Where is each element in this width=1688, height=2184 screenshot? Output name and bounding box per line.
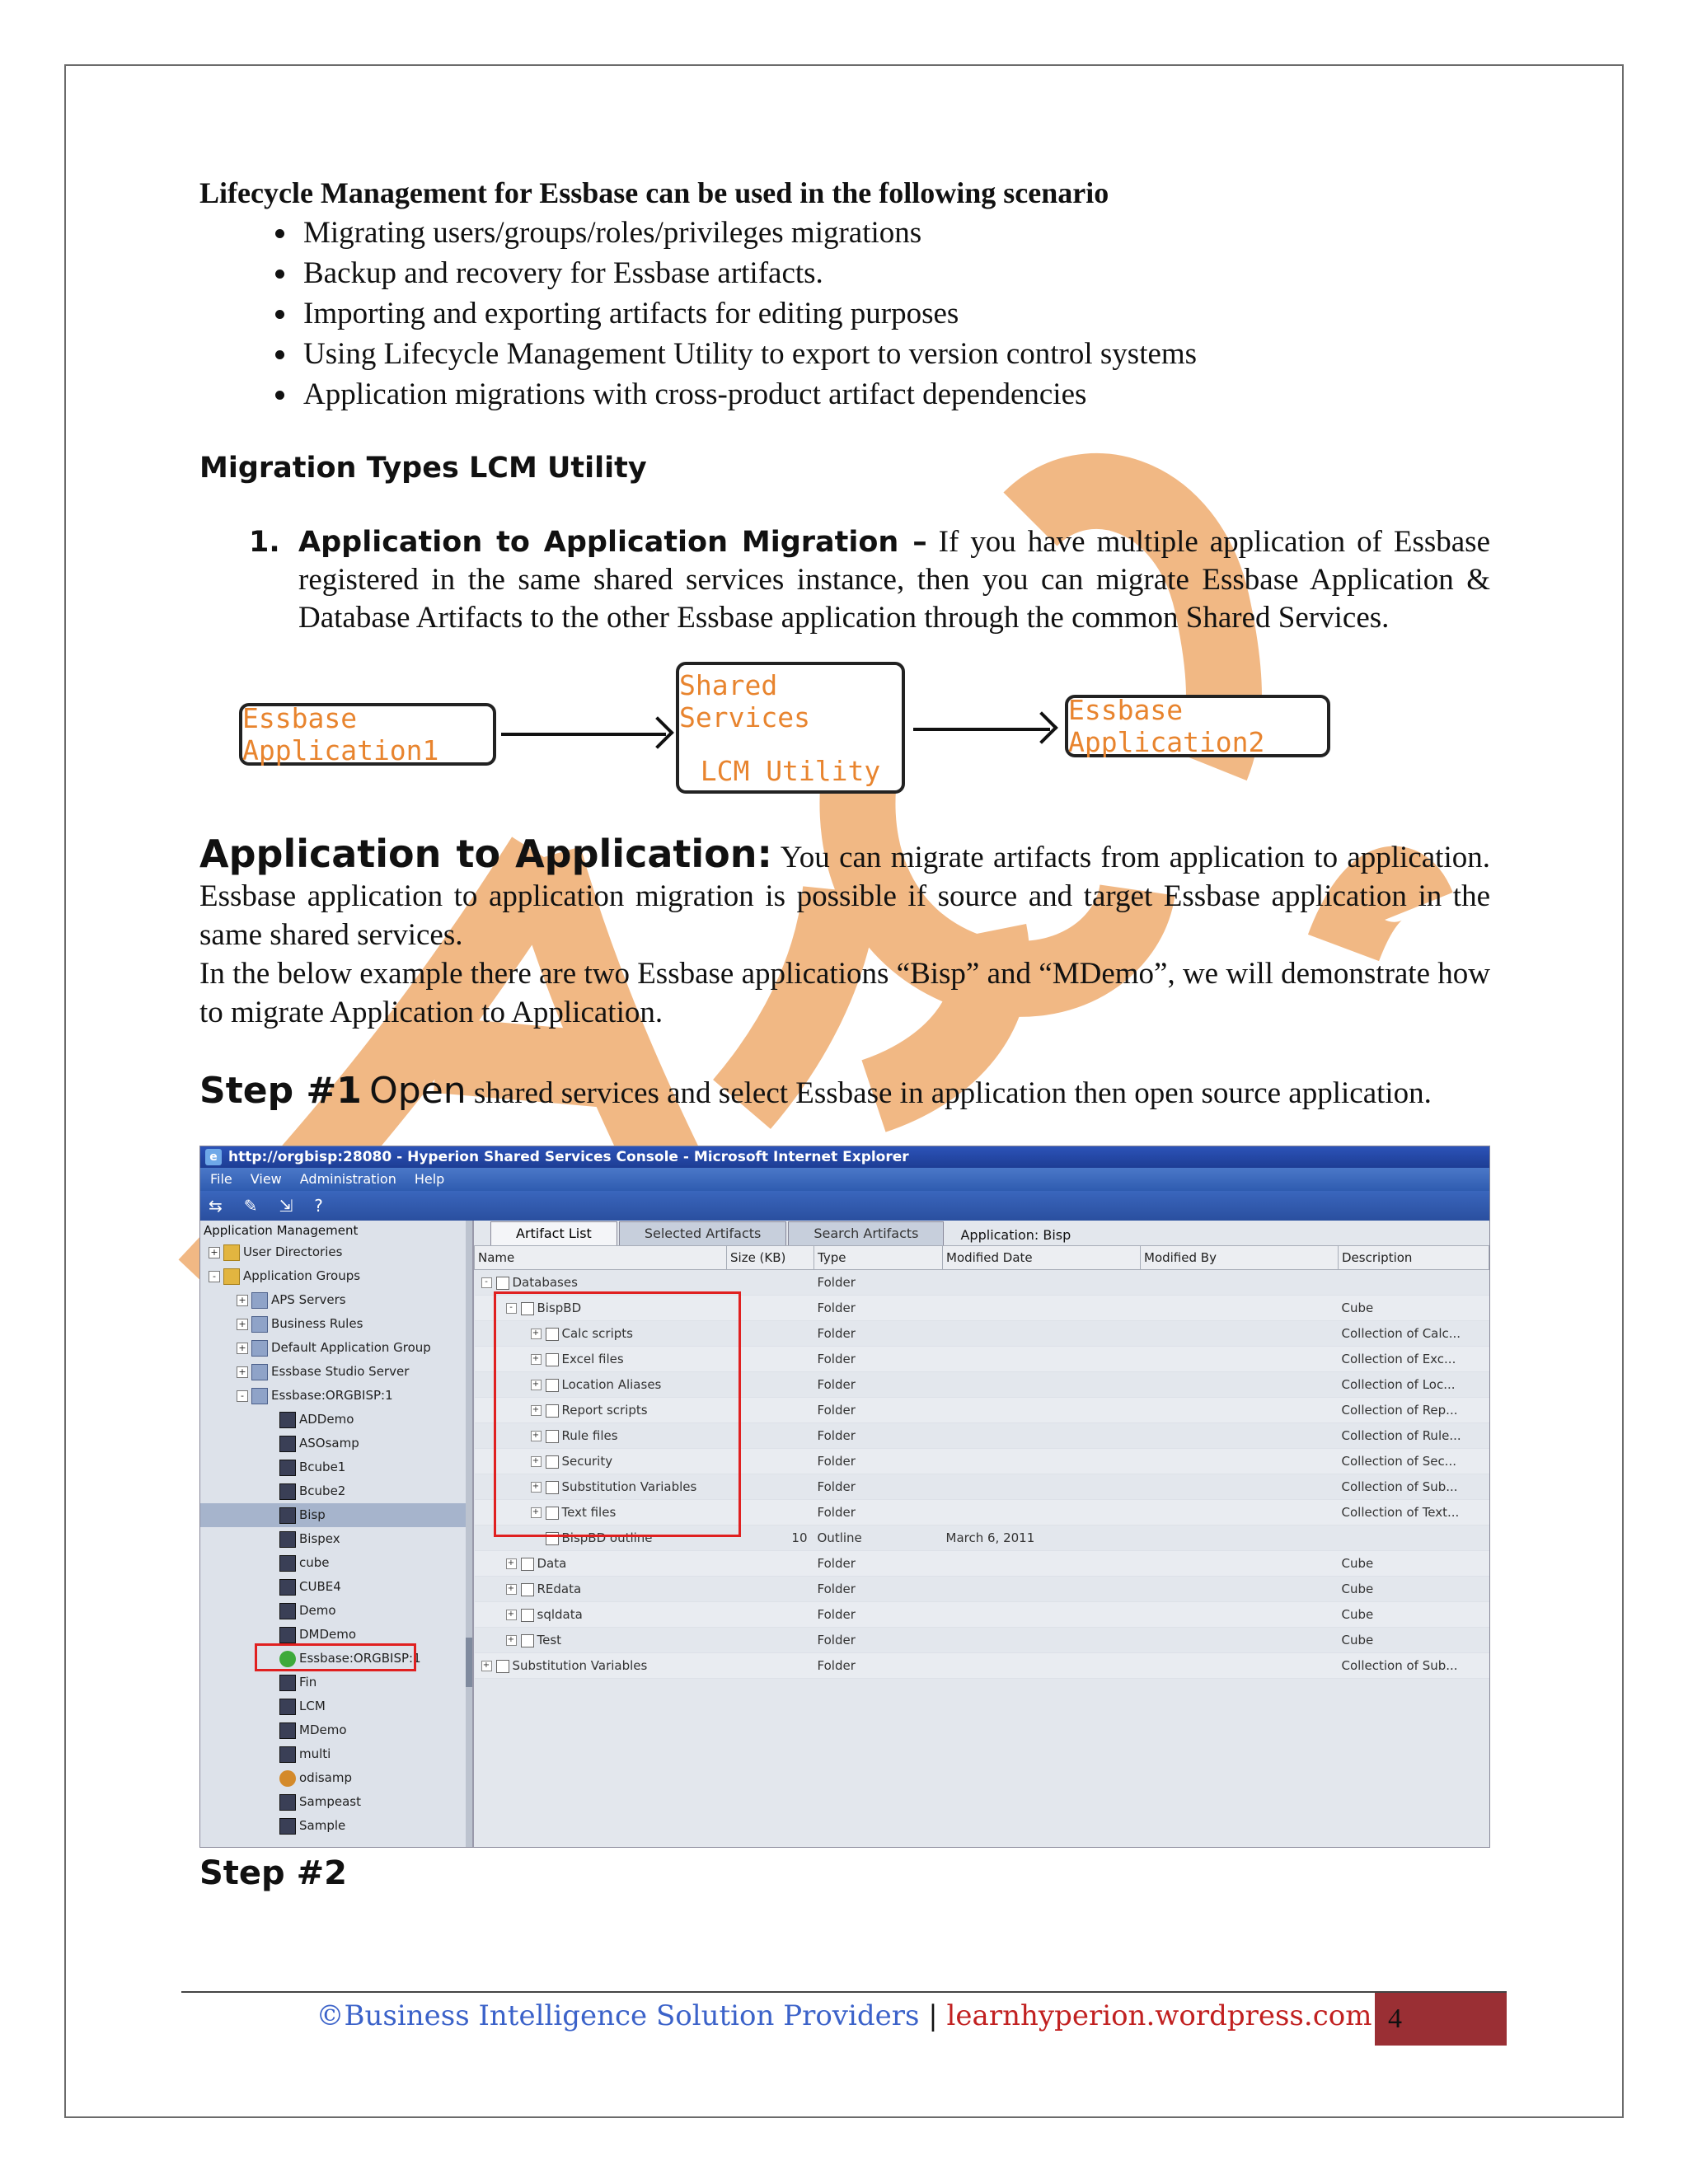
cell-description: Collection of Rep... bbox=[1339, 1398, 1489, 1423]
application-tree-pane bbox=[200, 1221, 474, 1847]
database-icon bbox=[279, 1746, 296, 1763]
database-icon bbox=[279, 1818, 296, 1835]
tree-item-label: Sampeast bbox=[299, 1794, 361, 1809]
cell-modified-by bbox=[1141, 1372, 1339, 1398]
cell-modified-by bbox=[1141, 1347, 1339, 1372]
cell-modified-by bbox=[1141, 1551, 1339, 1577]
cell-type: Folder bbox=[814, 1577, 943, 1602]
highlight-box bbox=[494, 1291, 741, 1537]
cell-type: Folder bbox=[814, 1398, 943, 1423]
artifact-name: Test bbox=[537, 1633, 562, 1647]
database-icon bbox=[279, 1603, 296, 1619]
scenario-list bbox=[199, 213, 1490, 415]
database-icon bbox=[279, 1460, 296, 1476]
tree-item[interactable] bbox=[200, 1360, 472, 1384]
database-icon bbox=[279, 1531, 296, 1548]
row-checkbox[interactable] bbox=[521, 1583, 534, 1596]
tree-item[interactable] bbox=[200, 1718, 472, 1742]
column-description[interactable]: Description bbox=[1339, 1246, 1489, 1270]
artifact-name: Excel files bbox=[561, 1352, 624, 1366]
example-paragraph: In the below example there are two Essbase applications “Bisp” and “MDemo”, we will demonstrate how to migrate Application to Application. bbox=[199, 957, 1490, 1029]
artifact-name: Security bbox=[561, 1454, 613, 1469]
cell-modified-date: March 6, 2011 bbox=[943, 1526, 1141, 1551]
cell-modified-by bbox=[1141, 1602, 1339, 1628]
highlight-box bbox=[255, 1643, 416, 1671]
cell-type: Folder bbox=[814, 1653, 943, 1679]
migration-types-heading: Migration Types LCM Utility bbox=[199, 452, 647, 485]
artifact-tabs bbox=[474, 1221, 1489, 1245]
shared-services-box bbox=[676, 662, 905, 794]
cell-description: Cube bbox=[1339, 1577, 1489, 1602]
menu-bar bbox=[200, 1168, 1489, 1191]
pane-title: Application Management bbox=[204, 1223, 359, 1238]
cell-modified-date bbox=[943, 1653, 1141, 1679]
footer-site-link[interactable]: learnhyperion.wordpress.com bbox=[946, 1999, 1372, 2032]
database-icon bbox=[279, 1627, 296, 1643]
expand-icon[interactable]: + bbox=[531, 1380, 542, 1390]
cell-description: Cube bbox=[1339, 1628, 1489, 1653]
expand-icon[interactable]: + bbox=[506, 1558, 517, 1569]
tree-item[interactable] bbox=[200, 1384, 472, 1408]
tree-item-label: Fin bbox=[299, 1675, 317, 1690]
database-icon bbox=[279, 1579, 296, 1596]
cell-name bbox=[475, 1577, 727, 1602]
item-body: If you have multiple application of Essbase registered in the same shared services instance, then you can migrate Essbase Application & Database Artifacts to the other Essbase application through the common Shared Services. bbox=[298, 525, 1490, 635]
artifact-name: BispBD bbox=[537, 1301, 582, 1315]
artifact-name: Location Aliases bbox=[561, 1377, 662, 1392]
page-number: 4 bbox=[1375, 1993, 1507, 2046]
cell-description: Cube bbox=[1339, 1602, 1489, 1628]
cell-modified-date bbox=[943, 1449, 1141, 1474]
artifact-name: Substitution Variables bbox=[512, 1658, 648, 1673]
cell-description: Collection of Rule... bbox=[1339, 1423, 1489, 1449]
expand-icon[interactable]: + bbox=[531, 1405, 542, 1416]
cell-size: 10 bbox=[727, 1526, 814, 1551]
cell-size bbox=[727, 1577, 814, 1602]
expand-icon[interactable]: + bbox=[531, 1329, 542, 1339]
tree-item-label: Business Rules bbox=[271, 1316, 363, 1331]
cell-modified-date bbox=[943, 1270, 1141, 1296]
column-size[interactable]: Size (KB) bbox=[727, 1246, 814, 1270]
row-checkbox[interactable] bbox=[496, 1660, 509, 1673]
footer-separator: | bbox=[919, 1999, 947, 2032]
tab-search-artifacts[interactable]: Search Artifacts bbox=[788, 1221, 944, 1245]
export-icon[interactable]: ⇲ bbox=[279, 1196, 293, 1216]
app-to-app-paragraph bbox=[199, 832, 1490, 954]
cell-description bbox=[1339, 1526, 1489, 1551]
expand-icon[interactable]: + bbox=[237, 1343, 248, 1354]
tree-item[interactable] bbox=[200, 1240, 472, 1264]
database-icon bbox=[279, 1699, 296, 1715]
database-icon bbox=[279, 1436, 296, 1452]
list-item: • Migrating users/groups/roles/privileges migrations bbox=[298, 213, 1490, 253]
collapse-icon[interactable]: - bbox=[506, 1303, 517, 1314]
footer-org: ©Business Intelligence Solution Providers bbox=[316, 1999, 920, 2032]
lcm-utility-label: LCM Utility bbox=[700, 754, 881, 787]
scrollbar[interactable] bbox=[466, 1221, 472, 1847]
collapse-icon[interactable]: - bbox=[209, 1271, 220, 1282]
arrow-right-icon bbox=[501, 733, 666, 736]
tree-item-label: Essbase:ORGBISP:1 bbox=[271, 1388, 393, 1403]
tree-item[interactable] bbox=[200, 1671, 472, 1694]
source-app-box: Essbase Application1 bbox=[239, 703, 496, 766]
cell-modified-by bbox=[1141, 1270, 1339, 1296]
tree-item-label: Bisp bbox=[299, 1507, 326, 1522]
artifact-name: Rule files bbox=[561, 1428, 618, 1443]
cell-modified-by bbox=[1141, 1526, 1339, 1551]
cell-size bbox=[727, 1602, 814, 1628]
database-icon bbox=[279, 1483, 296, 1500]
pin-icon[interactable]: ✎ bbox=[243, 1196, 258, 1216]
expand-icon[interactable]: + bbox=[506, 1635, 517, 1646]
cell-type: Folder bbox=[814, 1321, 943, 1347]
expand-icon[interactable]: + bbox=[237, 1319, 248, 1330]
cell-modified-date bbox=[943, 1500, 1141, 1526]
cell-description: Collection of Sub... bbox=[1339, 1474, 1489, 1500]
tree-item-label: Essbase:ORGBISP:1 bbox=[299, 1651, 421, 1666]
tree-item-label: DMDemo bbox=[299, 1627, 357, 1642]
artifact-name: REdata bbox=[537, 1582, 582, 1596]
toolbar bbox=[200, 1191, 1489, 1221]
ie-icon: e bbox=[205, 1149, 222, 1165]
tree-item[interactable] bbox=[200, 1503, 472, 1527]
cell-modified-date bbox=[943, 1551, 1141, 1577]
collapse-icon[interactable]: - bbox=[237, 1390, 248, 1402]
cell-modified-by bbox=[1141, 1449, 1339, 1474]
cell-description bbox=[1339, 1270, 1489, 1296]
cell-description: Cube bbox=[1339, 1296, 1489, 1321]
cell-type: Folder bbox=[814, 1270, 943, 1296]
cell-type: Folder bbox=[814, 1372, 943, 1398]
cell-modified-date bbox=[943, 1423, 1141, 1449]
expand-icon[interactable]: + bbox=[237, 1366, 248, 1378]
menu-view[interactable]: View bbox=[250, 1171, 282, 1187]
cell-modified-by bbox=[1141, 1474, 1339, 1500]
artifact-pane bbox=[474, 1221, 1489, 1847]
collapse-icon[interactable]: - bbox=[481, 1277, 492, 1288]
tree-item[interactable] bbox=[200, 1432, 472, 1455]
database-icon bbox=[279, 1722, 296, 1739]
artifact-name: Report scripts bbox=[561, 1403, 648, 1418]
application-label: Application: bbox=[960, 1227, 1039, 1243]
tree-item[interactable] bbox=[200, 1527, 472, 1551]
tree-item[interactable] bbox=[200, 1694, 472, 1718]
tree-item[interactable] bbox=[200, 1408, 472, 1432]
database-icon bbox=[279, 1507, 296, 1524]
application-value: Bisp bbox=[1043, 1227, 1071, 1243]
expand-icon[interactable]: + bbox=[237, 1295, 248, 1306]
tree-item-label: Application Groups bbox=[243, 1268, 361, 1283]
expand-icon[interactable]: + bbox=[531, 1431, 542, 1441]
cell-modified-by bbox=[1141, 1296, 1339, 1321]
tree-item-label: Demo bbox=[299, 1603, 336, 1618]
app-to-app-heading: Application to Application: bbox=[199, 832, 772, 876]
item-lead: Application to Application Migration – bbox=[298, 526, 927, 559]
cell-modified-date bbox=[943, 1296, 1141, 1321]
artifact-name: Text files bbox=[561, 1505, 617, 1520]
step2-heading: Step #2 bbox=[199, 1854, 347, 1892]
cell-type: Folder bbox=[814, 1500, 943, 1526]
tree-item[interactable] bbox=[200, 1455, 472, 1479]
table-header bbox=[475, 1246, 1489, 1270]
tree-item-label: multi bbox=[299, 1746, 331, 1761]
cell-modified-by bbox=[1141, 1500, 1339, 1526]
expand-icon[interactable]: + bbox=[506, 1584, 517, 1595]
expand-icon[interactable]: + bbox=[531, 1456, 542, 1467]
tab-selected-artifacts[interactable]: Selected Artifacts bbox=[619, 1221, 787, 1245]
cell-type: Folder bbox=[814, 1449, 943, 1474]
migration-diagram bbox=[199, 662, 1490, 818]
help-icon[interactable]: ? bbox=[314, 1196, 323, 1216]
step1-open: Open bbox=[369, 1070, 467, 1112]
application-tree bbox=[200, 1240, 472, 1838]
cell-description: Collection of Calc... bbox=[1339, 1321, 1489, 1347]
tree-item[interactable] bbox=[200, 1479, 472, 1503]
database-icon bbox=[279, 1675, 296, 1691]
tree-item[interactable] bbox=[200, 1336, 472, 1360]
tree-item[interactable] bbox=[200, 1599, 472, 1623]
app-group-icon bbox=[251, 1388, 268, 1404]
artifact-name: sqldata bbox=[537, 1607, 583, 1622]
step1-label: Step #1 bbox=[199, 1070, 362, 1112]
expand-icon[interactable]: + bbox=[506, 1610, 517, 1620]
tree-item-label: Sample bbox=[299, 1818, 346, 1833]
cell-name bbox=[475, 1551, 727, 1577]
expand-icon[interactable]: + bbox=[531, 1507, 542, 1518]
window-titlebar bbox=[200, 1146, 1489, 1168]
cell-description: Collection of Sub... bbox=[1339, 1653, 1489, 1679]
tree-item-label: Bcube2 bbox=[299, 1483, 346, 1498]
cell-modified-by bbox=[1141, 1398, 1339, 1423]
list-item: • Application migrations with cross-product artifact dependencies bbox=[298, 374, 1490, 415]
cell-type: Folder bbox=[814, 1423, 943, 1449]
item-number: 1. bbox=[249, 526, 280, 559]
row-checkbox[interactable] bbox=[521, 1634, 534, 1647]
server-icon bbox=[279, 1770, 296, 1787]
database-icon bbox=[279, 1555, 296, 1572]
tree-item-label: Default Application Group bbox=[271, 1340, 431, 1355]
artifact-name: Calc scripts bbox=[561, 1326, 633, 1341]
tree-item[interactable] bbox=[200, 1790, 472, 1814]
cell-size bbox=[727, 1653, 814, 1679]
tree-item[interactable] bbox=[200, 1742, 472, 1766]
cell-size bbox=[727, 1628, 814, 1653]
list-item: • Using Lifecycle Management Utility to export to version control systems bbox=[298, 334, 1490, 374]
tree-item-label: cube bbox=[299, 1555, 330, 1570]
artifact-name: Substitution Variables bbox=[561, 1479, 697, 1494]
cell-modified-by bbox=[1141, 1423, 1339, 1449]
menu-help[interactable]: Help bbox=[414, 1171, 445, 1187]
tree-item[interactable] bbox=[200, 1312, 472, 1336]
cell-name bbox=[475, 1602, 727, 1628]
lcm-heading: Lifecycle Management for Essbase can be used in the following scenario bbox=[199, 176, 1109, 209]
cell-modified-by bbox=[1141, 1577, 1339, 1602]
table-row[interactable] bbox=[475, 1628, 1489, 1653]
column-modified-by[interactable]: Modified By bbox=[1141, 1246, 1339, 1270]
cell-type: Outline bbox=[814, 1526, 943, 1551]
tree-item-label: Bispex bbox=[299, 1531, 340, 1546]
tree-item[interactable] bbox=[200, 1288, 472, 1312]
expand-icon[interactable]: + bbox=[209, 1247, 220, 1258]
column-modified-date[interactable]: Modified Date bbox=[943, 1246, 1141, 1270]
scroll-thumb[interactable] bbox=[466, 1638, 472, 1687]
cell-modified-date bbox=[943, 1347, 1141, 1372]
cell-type: Folder bbox=[814, 1474, 943, 1500]
table-row[interactable] bbox=[475, 1602, 1489, 1628]
tree-item[interactable] bbox=[200, 1264, 472, 1288]
cell-name bbox=[475, 1653, 727, 1679]
cell-modified-date bbox=[943, 1398, 1141, 1423]
tree-item[interactable] bbox=[200, 1766, 472, 1790]
table-row[interactable] bbox=[475, 1577, 1489, 1602]
tree-item-label: User Directories bbox=[243, 1244, 343, 1259]
shared-services-screenshot bbox=[199, 1146, 1490, 1848]
cell-type: Folder bbox=[814, 1602, 943, 1628]
cell-modified-date bbox=[943, 1628, 1141, 1653]
expand-icon[interactable]: + bbox=[481, 1661, 492, 1671]
cell-modified-by bbox=[1141, 1321, 1339, 1347]
tab-artifact-list[interactable]: Artifact List bbox=[490, 1221, 617, 1245]
cell-description: Collection of Text... bbox=[1339, 1500, 1489, 1526]
cell-size bbox=[727, 1551, 814, 1577]
tree-item-label: LCM bbox=[299, 1699, 326, 1713]
app-group-icon bbox=[251, 1364, 268, 1380]
tree-item-label: ADDemo bbox=[299, 1412, 354, 1427]
item-text bbox=[298, 523, 1490, 637]
folder-icon bbox=[223, 1244, 240, 1261]
list-item: • Importing and exporting artifacts for editing purposes bbox=[298, 293, 1490, 334]
cell-description: Cube bbox=[1339, 1551, 1489, 1577]
cell-name bbox=[475, 1628, 727, 1653]
row-checkbox[interactable] bbox=[521, 1609, 534, 1622]
panes bbox=[200, 1221, 1489, 1847]
cell-type: Folder bbox=[814, 1347, 943, 1372]
cell-description: Collection of Sec... bbox=[1339, 1449, 1489, 1474]
menu-file[interactable]: File bbox=[210, 1171, 232, 1187]
step1-text: shared services and select Essbase in application then open source application. bbox=[466, 1076, 1432, 1110]
arrow-right-icon bbox=[913, 728, 1050, 731]
cell-modified-date bbox=[943, 1577, 1141, 1602]
tree-item-label: ASOsamp bbox=[299, 1436, 359, 1451]
target-app-box: Essbase Application2 bbox=[1065, 695, 1330, 757]
tree-item-label: MDemo bbox=[299, 1722, 347, 1737]
tree-item-label: odisamp bbox=[299, 1770, 353, 1785]
cell-modified-by bbox=[1141, 1653, 1339, 1679]
application-indicator bbox=[960, 1226, 1071, 1245]
step1-paragraph bbox=[199, 1071, 1490, 1113]
app-group-icon bbox=[251, 1316, 268, 1333]
app-group-icon bbox=[251, 1340, 268, 1357]
database-icon bbox=[279, 1412, 296, 1428]
tree-item[interactable] bbox=[200, 1551, 472, 1575]
column-type[interactable]: Type bbox=[814, 1246, 943, 1270]
artifact-name: Databases bbox=[512, 1275, 578, 1290]
row-checkbox[interactable] bbox=[521, 1558, 534, 1571]
app-group-icon bbox=[251, 1292, 268, 1309]
tree-item[interactable] bbox=[200, 1814, 472, 1838]
cell-modified-date bbox=[943, 1372, 1141, 1398]
table-row[interactable] bbox=[475, 1653, 1489, 1679]
cell-modified-date bbox=[943, 1321, 1141, 1347]
document-body bbox=[199, 173, 1490, 1894]
cell-type: Folder bbox=[814, 1551, 943, 1577]
shared-services-label: Shared Services bbox=[679, 668, 810, 733]
expand-icon[interactable]: + bbox=[531, 1354, 542, 1365]
window-title: http://orgbisp:28080 - Hyperion Shared Services Console - Microsoft Internet Explorer bbox=[228, 1149, 909, 1165]
cell-modified-by bbox=[1141, 1628, 1339, 1653]
cell-description: Collection of Loc... bbox=[1339, 1372, 1489, 1398]
table-row[interactable] bbox=[475, 1551, 1489, 1577]
app-to-app-text: You can migrate artifacts from application to application. Essbase application to application migration is possible if source and target Essbase application in the same shared services. bbox=[199, 841, 1490, 952]
cell-modified-date bbox=[943, 1602, 1141, 1628]
database-icon bbox=[279, 1794, 296, 1811]
tree-item[interactable] bbox=[200, 1575, 472, 1599]
artifact-name: Data bbox=[537, 1556, 567, 1571]
artifact-name: BispBD outline bbox=[561, 1530, 653, 1545]
list-item: • Backup and recovery for Essbase artifacts. bbox=[298, 253, 1490, 293]
tree-item-label: Essbase Studio Server bbox=[271, 1364, 410, 1379]
column-name[interactable]: Name bbox=[475, 1246, 727, 1270]
tree-item-label: CUBE4 bbox=[299, 1579, 341, 1594]
tree-item-label: Bcube1 bbox=[299, 1460, 346, 1474]
cell-description: Collection of Exc... bbox=[1339, 1347, 1489, 1372]
cell-type: Folder bbox=[814, 1628, 943, 1653]
footer-rule bbox=[181, 1991, 1507, 1993]
cell-type: Folder bbox=[814, 1296, 943, 1321]
menu-administration[interactable]: Administration bbox=[299, 1171, 396, 1187]
row-checkbox[interactable] bbox=[496, 1277, 509, 1290]
tree-item-label: APS Servers bbox=[271, 1292, 346, 1307]
cell-modified-date bbox=[943, 1474, 1141, 1500]
numbered-item-1 bbox=[249, 523, 1490, 637]
expand-icon[interactable]: + bbox=[531, 1482, 542, 1493]
refresh-icon[interactable]: ⇆ bbox=[209, 1196, 223, 1216]
folder-icon bbox=[223, 1268, 240, 1285]
